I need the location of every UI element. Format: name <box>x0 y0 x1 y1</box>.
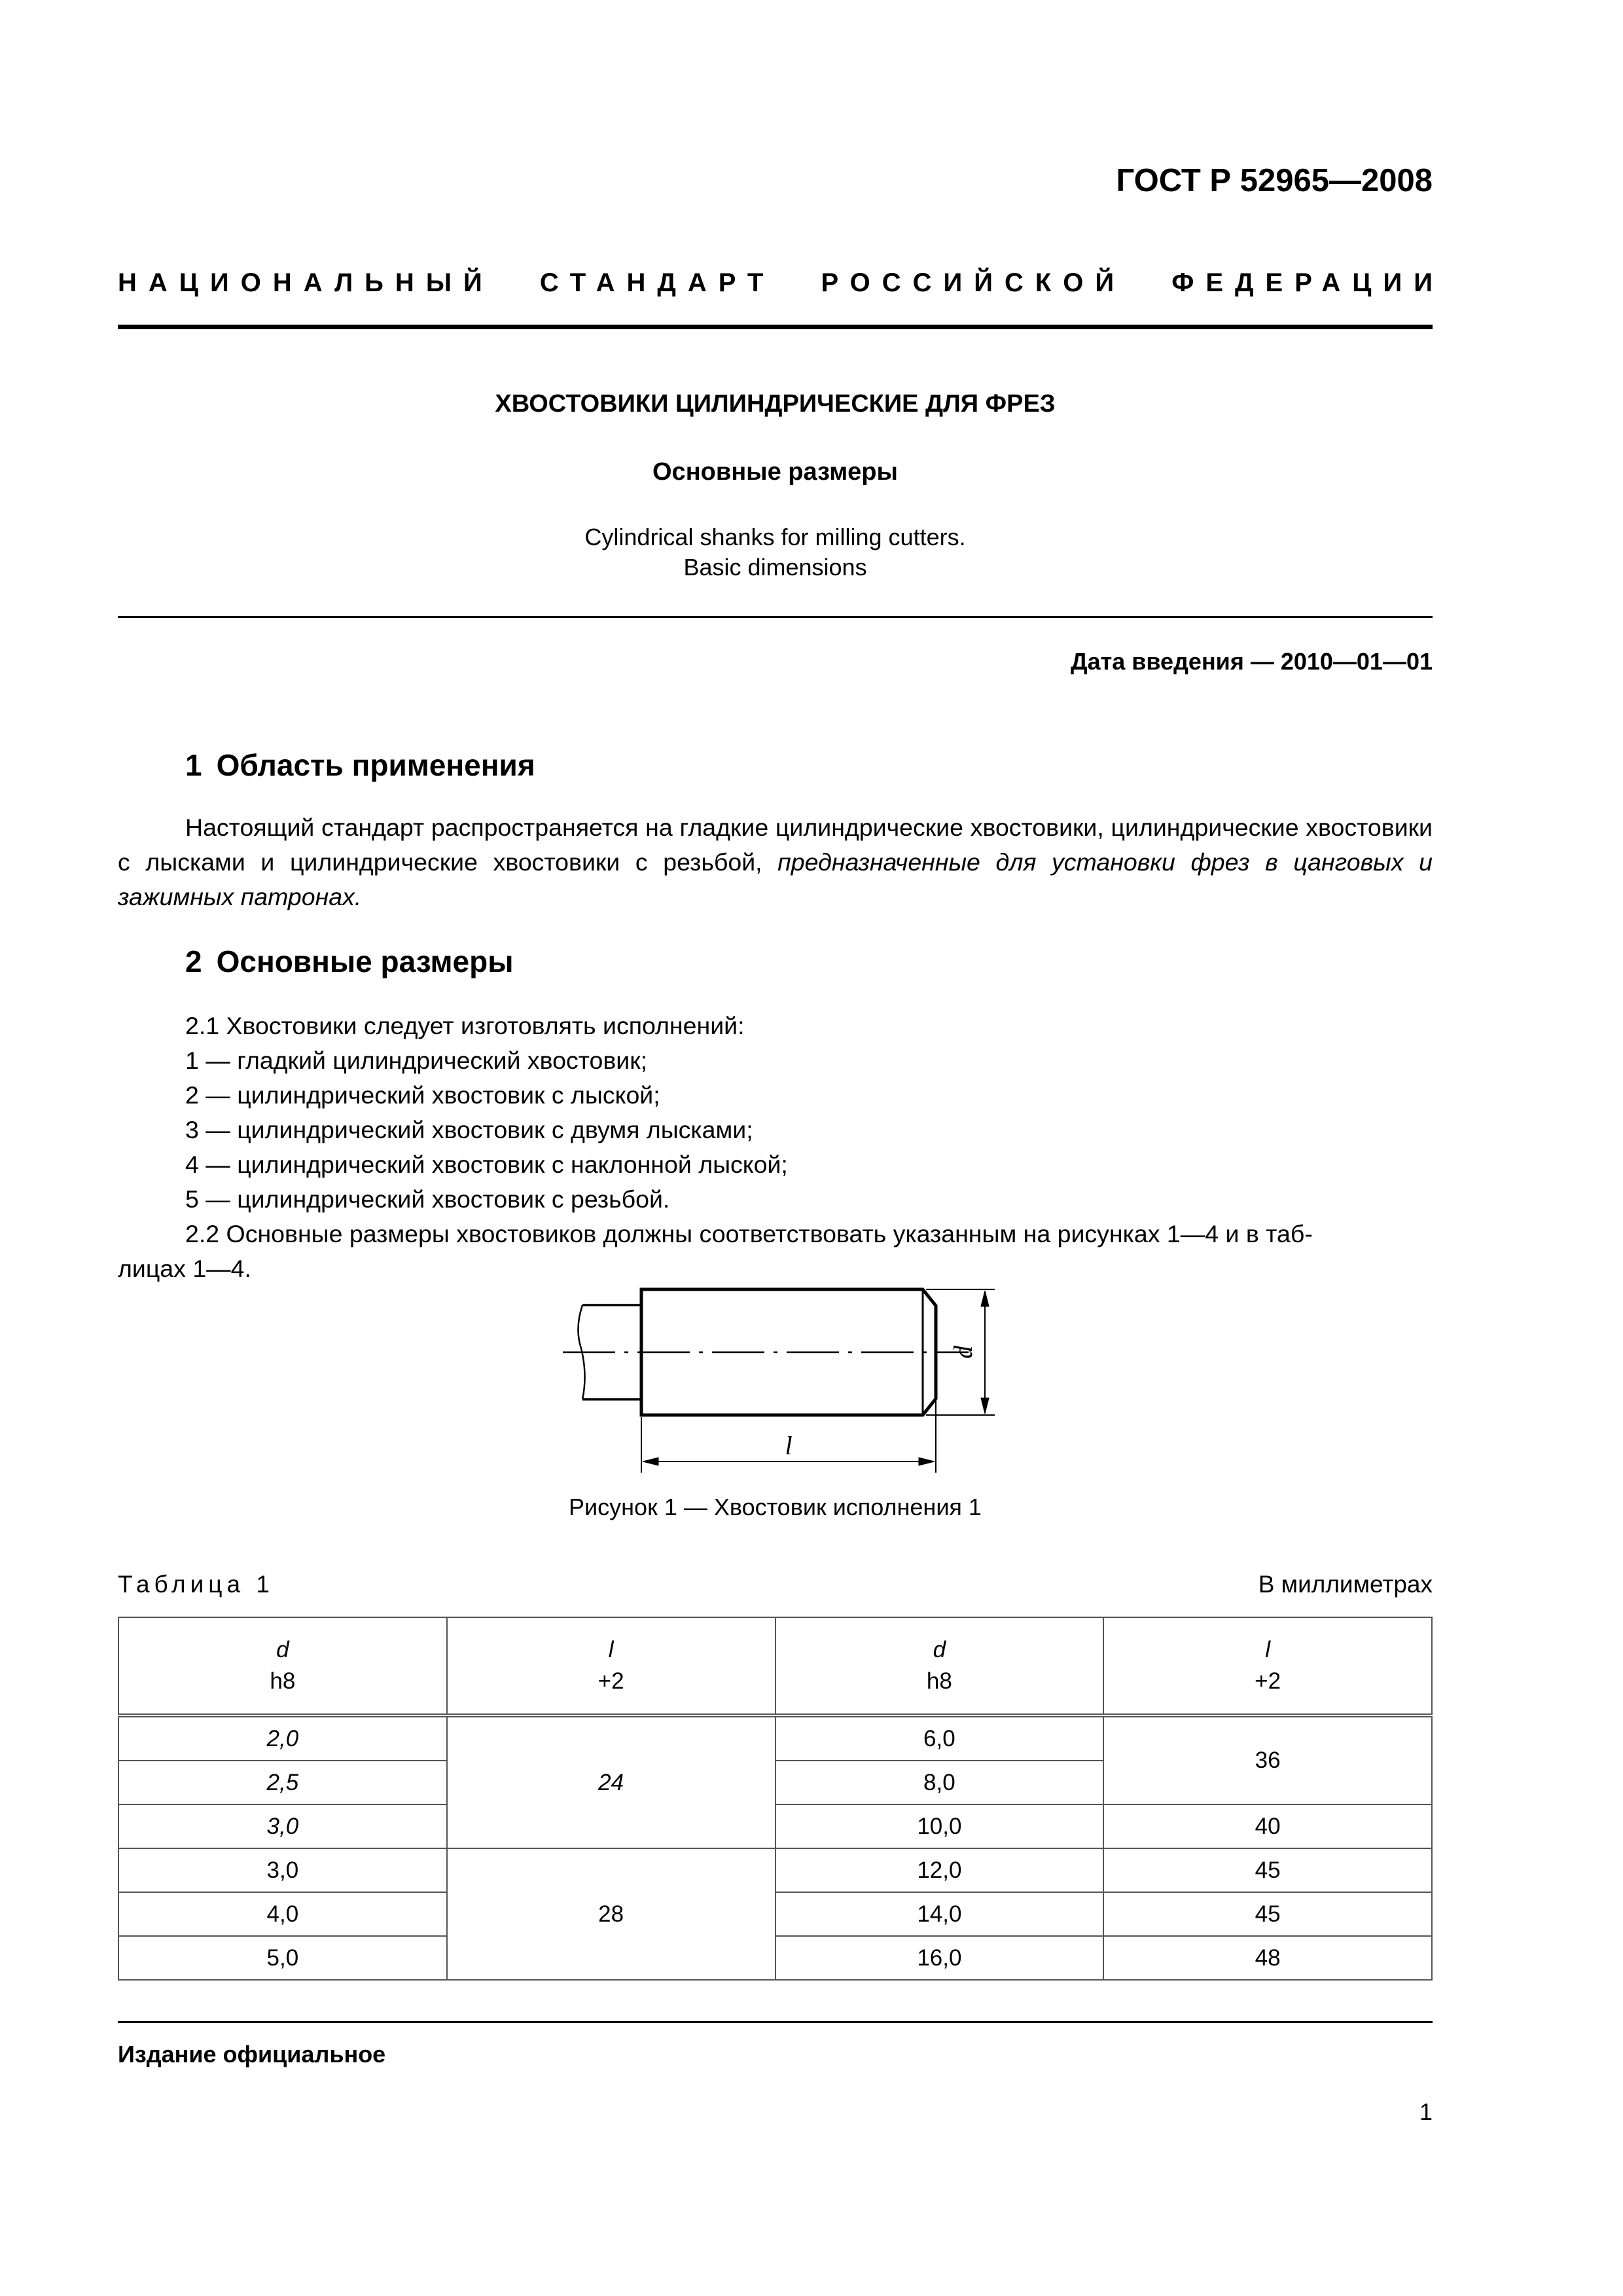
figure-1-label-d: d <box>948 1346 978 1359</box>
section-1-text: Настоящий стандарт распространяется на гладкие цилиндрические хвостовики, цилиндрические хвостовики с лысками и цилиндрические хвостовики с резьбой, <box>118 814 1433 876</box>
execution-item: 1 — гладкий цилиндрический хвостовик; <box>185 1047 648 1074</box>
table-1-units: В миллиметрах <box>1258 1571 1433 1598</box>
document-title: ХВОСТОВИКИ ЦИЛИНДРИЧЕСКИЕ ДЛЯ ФРЕЗ <box>495 390 1056 418</box>
clause-2-1: 2.1 Хвостовики следует изготовлять исполнений: <box>185 1012 745 1039</box>
table-cell: 40 <box>1103 1804 1432 1848</box>
table-row <box>118 1804 1432 1848</box>
table-header-l: l +2 <box>1103 1617 1432 1715</box>
section-2-number: 2 <box>185 944 202 978</box>
table-row <box>118 1848 1432 1892</box>
figure-1-drawing <box>550 1276 1008 1473</box>
table-cell: 36 <box>1103 1715 1432 1804</box>
table-cell: 8,0 <box>776 1761 1104 1804</box>
section-1-number: 1 <box>185 748 202 782</box>
official-edition-note: Издание официальное <box>118 2041 386 2068</box>
section-2-title: Основные размеры <box>216 944 514 978</box>
table-cell: 3,0 <box>118 1804 447 1848</box>
table-1-label: Таблица 1 <box>118 1571 274 1598</box>
document-subtitle: Основные размеры <box>652 458 898 486</box>
table-cell: 2,0 <box>118 1715 447 1761</box>
table-cell: 16,0 <box>776 1936 1104 1980</box>
table-cell: 28 <box>447 1848 776 1980</box>
english-title-line-2: Basic dimensions <box>683 554 867 581</box>
standard-number: ГОСТ Р 52965—2008 <box>1116 163 1433 198</box>
table-cell: 5,0 <box>118 1936 447 1980</box>
footer-rule <box>118 2021 1433 2023</box>
table-cell: 2,5 <box>118 1761 447 1804</box>
table-row <box>118 1936 1432 1980</box>
clause-2-2-line-1: 2.2 Основные размеры хвостовиков должны соответствовать указанным на рисунках 1—4 и в таб- <box>185 1220 1313 1247</box>
title-rule <box>118 616 1433 618</box>
table-row <box>118 1715 1432 1761</box>
national-word-2: СТАНДАРТ <box>539 268 776 297</box>
table-cell: 24 <box>447 1715 776 1848</box>
figure-1-caption: Рисунок 1 — Хвостовик исполнения 1 <box>569 1494 982 1520</box>
table-cell: 4,0 <box>118 1892 447 1936</box>
execution-item: 2 — цилиндрический хвостовик с лыской; <box>185 1081 660 1109</box>
table-cell: 14,0 <box>776 1892 1104 1936</box>
document-english-title <box>118 522 1433 583</box>
clause-2-2-line-2: лицах 1—4. <box>118 1255 251 1282</box>
section-1-paragraph <box>118 810 1433 914</box>
section-2-heading <box>185 944 514 979</box>
national-standard-line <box>118 268 1444 298</box>
header-rule <box>118 325 1433 329</box>
section-1-heading <box>185 747 535 783</box>
table-cell: 45 <box>1103 1848 1432 1892</box>
section-1-text-italic: предназначенные для установки фрез в цанговых и зажимных патронах. <box>118 848 1433 910</box>
table-row <box>118 1892 1432 1936</box>
table-cell: 3,0 <box>118 1848 447 1892</box>
table-header-d: d h8 <box>776 1617 1104 1715</box>
figure-1-label-l: l <box>785 1431 793 1460</box>
execution-item: 3 — цилиндрический хвостовик с двумя лысками; <box>185 1116 753 1143</box>
table-cell: 6,0 <box>776 1715 1104 1761</box>
section-1-title: Область применения <box>216 748 535 782</box>
introduction-date: Дата введения — 2010—01—01 <box>1070 648 1433 675</box>
table-cell: 45 <box>1103 1892 1432 1936</box>
table-1 <box>118 1617 1433 1981</box>
national-word-4: ФЕДЕРАЦИИ <box>1171 268 1444 297</box>
page-number: 1 <box>1419 2098 1433 2125</box>
table-header-l: l +2 <box>447 1617 776 1715</box>
table-cell: 48 <box>1103 1936 1432 1980</box>
english-title-line-1: Cylindrical shanks for milling cutters. <box>584 524 966 550</box>
table-header-d: d h8 <box>118 1617 447 1715</box>
execution-item: 4 — цилиндрический хвостовик с наклонной лыской; <box>185 1151 788 1178</box>
national-word-1: НАЦИОНАЛЬНЫЙ <box>118 268 494 297</box>
national-word-3: РОССИЙСКОЙ <box>821 268 1126 297</box>
table-cell: 12,0 <box>776 1848 1104 1892</box>
execution-item: 5 — цилиндрический хвостовик с резьбой. <box>185 1185 670 1213</box>
table-cell: 10,0 <box>776 1804 1104 1848</box>
